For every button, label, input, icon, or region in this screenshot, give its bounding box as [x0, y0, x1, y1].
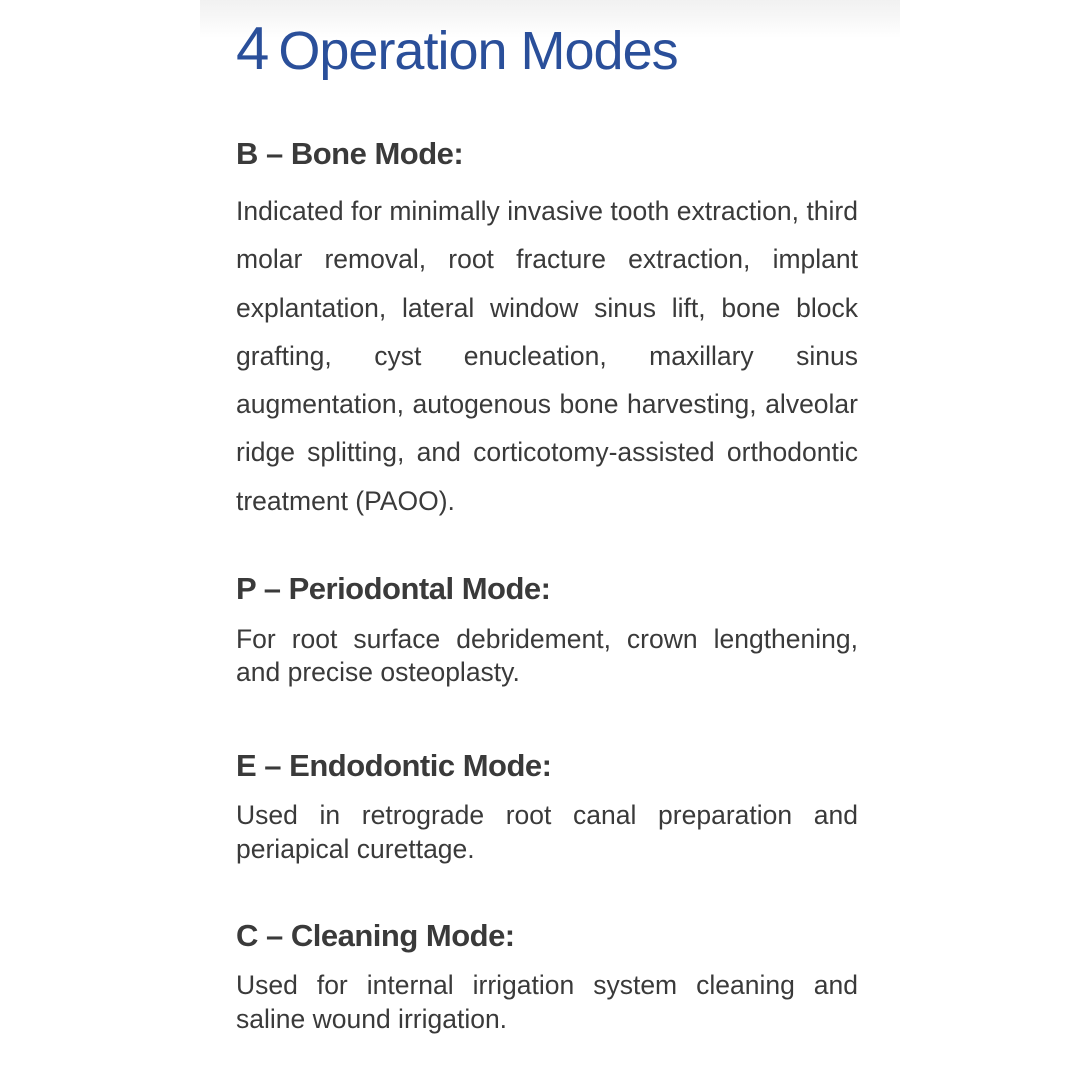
page-title	[236, 14, 678, 83]
page-title-number: 4	[236, 15, 269, 82]
section-body-bone: Indicated for minimally invasive tooth extraction, third molar removal, root fracture extraction, implant explantation, lateral window sinus lift, bone block grafting, cyst enucleation, maxillary sinus augmentation, autogenous bone harvesting, alveolar ridge splitting, and corticotomy-assisted orthodontic treatment (PAOO).	[236, 196, 858, 516]
section-body-endodontic: Used in retrograde root canal preparation and periapical curettage.	[236, 800, 858, 864]
section-endodontic-mode	[236, 748, 858, 866]
page-title-text: Operation Modes	[278, 21, 678, 81]
section-periodontal-mode	[236, 571, 858, 689]
section-heading-endodontic: E – Endodontic Mode:	[236, 748, 552, 783]
section-bone-mode	[236, 136, 858, 525]
section-body-periodontal: For root surface debridement, crown lengthening, and precise osteoplasty.	[236, 624, 858, 687]
section-cleaning-mode	[236, 918, 858, 1036]
section-heading-bone: B – Bone Mode:	[236, 136, 464, 171]
section-body-cleaning: Used for internal irrigation system cleaning and saline wound irrigation.	[236, 970, 858, 1034]
section-heading-periodontal: P – Periodontal Mode:	[236, 571, 551, 606]
section-heading-cleaning: C – Cleaning Mode:	[236, 918, 515, 953]
